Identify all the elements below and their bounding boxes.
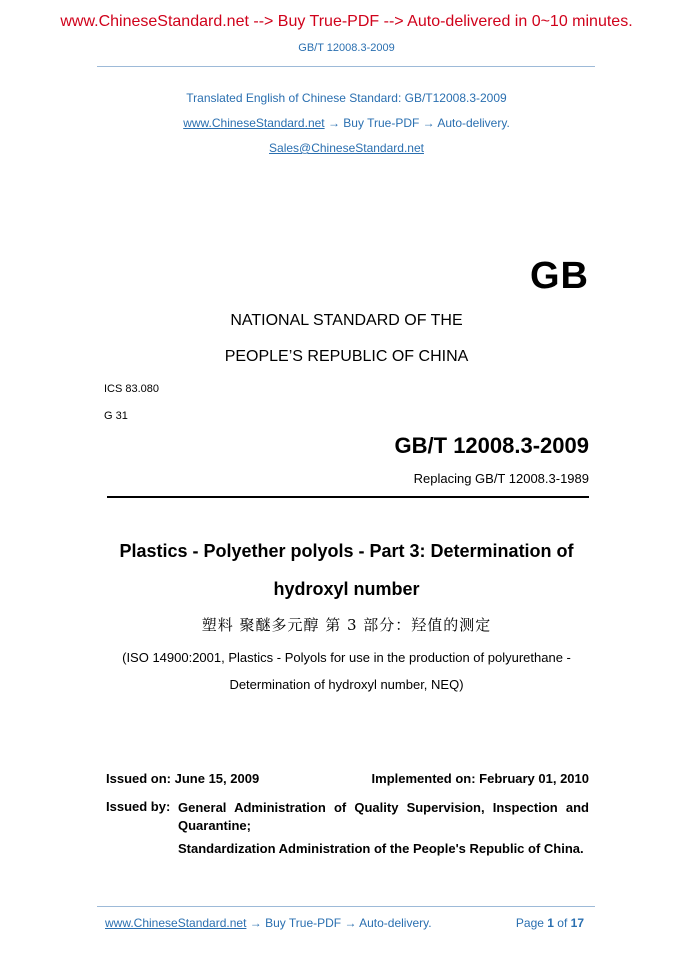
cover-divider [107, 496, 589, 498]
standard-number: GB/T 12008.3-2009 [394, 433, 589, 458]
page-of: of [553, 916, 571, 930]
chinese-title: 塑料 聚醚多元醇 第 3 部分：羟值的测定 [201, 616, 492, 634]
page-label: Page [515, 916, 548, 930]
header-divider [97, 66, 595, 67]
classification-code: G 31 [104, 410, 128, 422]
issued-on-date: Issued on: June 15, 2009 [106, 771, 260, 786]
document-title-line-2: hydroxyl number [273, 579, 420, 599]
issued-by-label: Issued by: [106, 799, 171, 814]
issuer-2: Standardization Administration of the People's Republic of China. [178, 841, 584, 856]
footer-chinesestandard-link[interactable]: www.ChineseStandard.net [105, 916, 247, 930]
implemented-on-date: Implemented on: February 01, 2010 [371, 771, 589, 786]
replacing-note: Replacing GB/T 12008.3-1989 [413, 471, 589, 486]
buy-line [0, 116, 693, 130]
buy-line-text: → Buy True-PDF → Auto-delivery. [324, 116, 510, 130]
translation-line: Translated English of Chinese Standard: GB/T12008.3-2009 [186, 91, 507, 105]
iso-reference-line-1: (ISO 14900:2001, Plastics - Polyols for use in the production of polyurethane - [122, 650, 571, 665]
iso-reference-line-2: Determination of hydroxyl number, NEQ) [229, 677, 464, 692]
footer-divider [97, 906, 595, 907]
national-standard-line-2: PEOPLE’S REPUBLIC OF CHINA [224, 348, 469, 365]
document-title-line-1: Plastics - Polyether polyols - Part 3: Determination of [119, 541, 574, 561]
page-current: 1 [547, 916, 554, 930]
top-banner[interactable]: www.ChineseStandard.net --> Buy True-PDF --> Auto-delivered in 0~10 minutes. [60, 13, 633, 30]
footer-buy-text: → Buy True-PDF → Auto-delivery. [246, 916, 432, 930]
ics-code: ICS 83.080 [104, 383, 160, 395]
chinesestandard-link[interactable]: www.ChineseStandard.net [183, 116, 325, 130]
sales-email-line [0, 141, 693, 155]
page-indicator [516, 916, 584, 930]
header-standard-code: GB/T 12008.3-2009 [298, 42, 395, 54]
sales-email-link[interactable]: Sales@ChineseStandard.net [269, 141, 424, 155]
issuer-1: General Administration of Quality Supervision, Inspection and Quarantine; [178, 800, 589, 833]
national-standard-line-1: NATIONAL STANDARD OF THE [230, 312, 463, 329]
page-total: 17 [570, 916, 584, 930]
footer-buy-line [105, 916, 432, 930]
gb-mark: GB [530, 255, 589, 297]
